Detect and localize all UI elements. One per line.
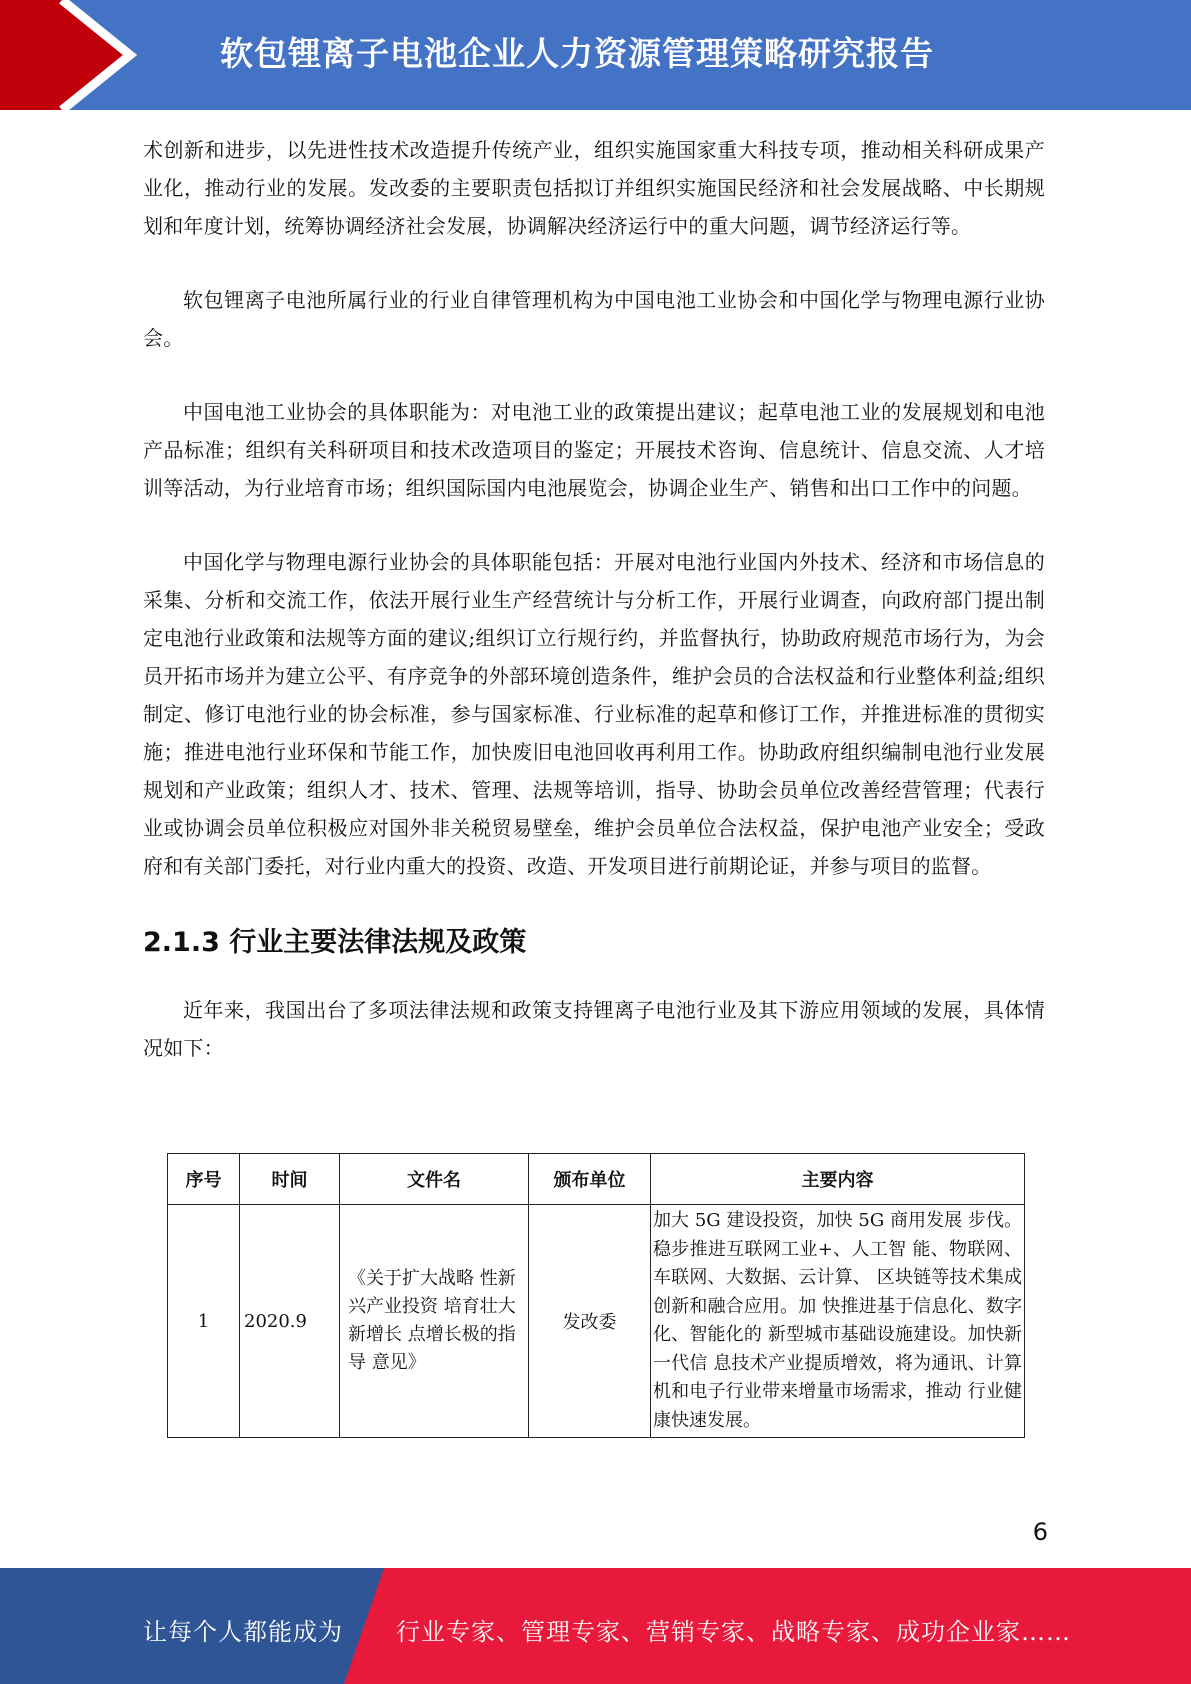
cell-issuer: 发改委 bbox=[529, 1205, 651, 1438]
footer-slogan-right: 行业专家、管理专家、营销专家、战略专家、成功企业家…… bbox=[396, 1618, 1071, 1646]
paragraph-self-regulatory-bodies: 软包锂离子电池所属行业的行业自律管理机构为中国电池工业协会和中国化学与物理电源行业协会。 bbox=[143, 288, 1045, 350]
paragraph-ciaps-functions: 中国化学与物理电源行业协会的具体职能包括：开展对电池行业国内外技术、经济和市场信息的采集、分析和交流工作，依法开展行业生产经营统计与分析工作，开展行业调查，向政府部门提出制定电池行业政策和法规等方面的建议;组织订立行规行约，并监督执行，协助政府规范市场行为，为会员开拓市场并为建立公平、有序竞争的外部环境创造条件，维护会员的合法权益和行业整体利益;组织制定、修订电池行业的协会标准，参与国家标准、行业标准的起草和修订工作，并推进标准的贯彻实施；推进电池行业环保和节能工作，加快废旧电池回收再利用工作。协助政府组织编制电池行业发展规划和产业政策；组织人才、技术、管理、法规等培训，指导、协助会员单位改善经营管理；代表行业或协调会员单位积极应对国外非关税贸易壁垒，维护会员单位合法权益，保护电池产业安全；受政府和有关部门委托，对行业内重大的投资、改造、开发项目进行前期论证，并参与项目的监督。 bbox=[143, 550, 1045, 878]
page-footer bbox=[0, 1568, 1191, 1684]
section-heading: 2.1.3 行业主要法律法规及政策 bbox=[143, 927, 527, 958]
report-title: 软包锂离子电池企业人力资源管理策略研究报告 bbox=[220, 34, 934, 73]
section-intro: 近年来，我国出台了多项法律法规和政策支持锂离子电池行业及其下游应用领域的发展，具体情况如下： bbox=[143, 998, 1045, 1060]
header-cell-no: 序号 bbox=[168, 1154, 240, 1205]
cell-content: 加大 5G 建设投资，加快 5G 商用发展 步伐。稳步推进互联网工业+、人工智 能、物联网、车联网、大数据、云计算、 区块链等技术集成创新和融合应用。加 快推进基于信息化、数字化、智能化的 新型城市基础设施建设。加快新一代信 息技术产业提质增效，将为通讯、计算机和电子行业带来增量市场需求，推动 行业健康快速发展。 bbox=[651, 1205, 1025, 1438]
header-cell-date: 时间 bbox=[240, 1154, 340, 1205]
page-header bbox=[0, 0, 1191, 110]
paragraph-ndrc-duties: 术创新和进步，以先进性技术改造提升传统产业，组织实施国家重大科技专项，推动相关科研成果产业化，推动行业的发展。发改委的主要职责包括拟订并组织实施国民经济和社会发展战略、中长期规划和年度计划，统筹协调经济社会发展，协调解决经济运行中的重大问题，调节经济运行等。 bbox=[143, 138, 1045, 238]
footer-slogan-left: 让每个人都能成为 bbox=[143, 1618, 343, 1646]
page-number: 6 bbox=[1032, 1518, 1048, 1546]
cell-no: 1 bbox=[168, 1205, 240, 1438]
table-row bbox=[168, 1205, 1025, 1438]
cell-date: 2020.9 bbox=[240, 1205, 340, 1438]
header-cell-issuer: 颁布单位 bbox=[529, 1154, 651, 1205]
paragraph-cbia-functions: 中国电池工业协会的具体职能为：对电池工业的政策提出建议；起草电池工业的发展规划和电池产品标准；组织有关科研项目和技术改造项目的鉴定；开展技术咨询、信息统计、信息交流、人才培训等活动，为行业培育市场；组织国际国内电池展览会，协调企业生产、销售和出口工作中的问题。 bbox=[143, 400, 1045, 500]
table-header-row bbox=[168, 1154, 1025, 1205]
document-body bbox=[143, 131, 1045, 1067]
policy-table bbox=[167, 1153, 1025, 1438]
cell-document: 《关于扩大战略 性新兴产业投资 培育壮大新增长 点增长极的指导 意见》 bbox=[340, 1205, 529, 1438]
header-cell-document: 文件名 bbox=[340, 1154, 529, 1205]
header-cell-content: 主要内容 bbox=[651, 1154, 1025, 1205]
